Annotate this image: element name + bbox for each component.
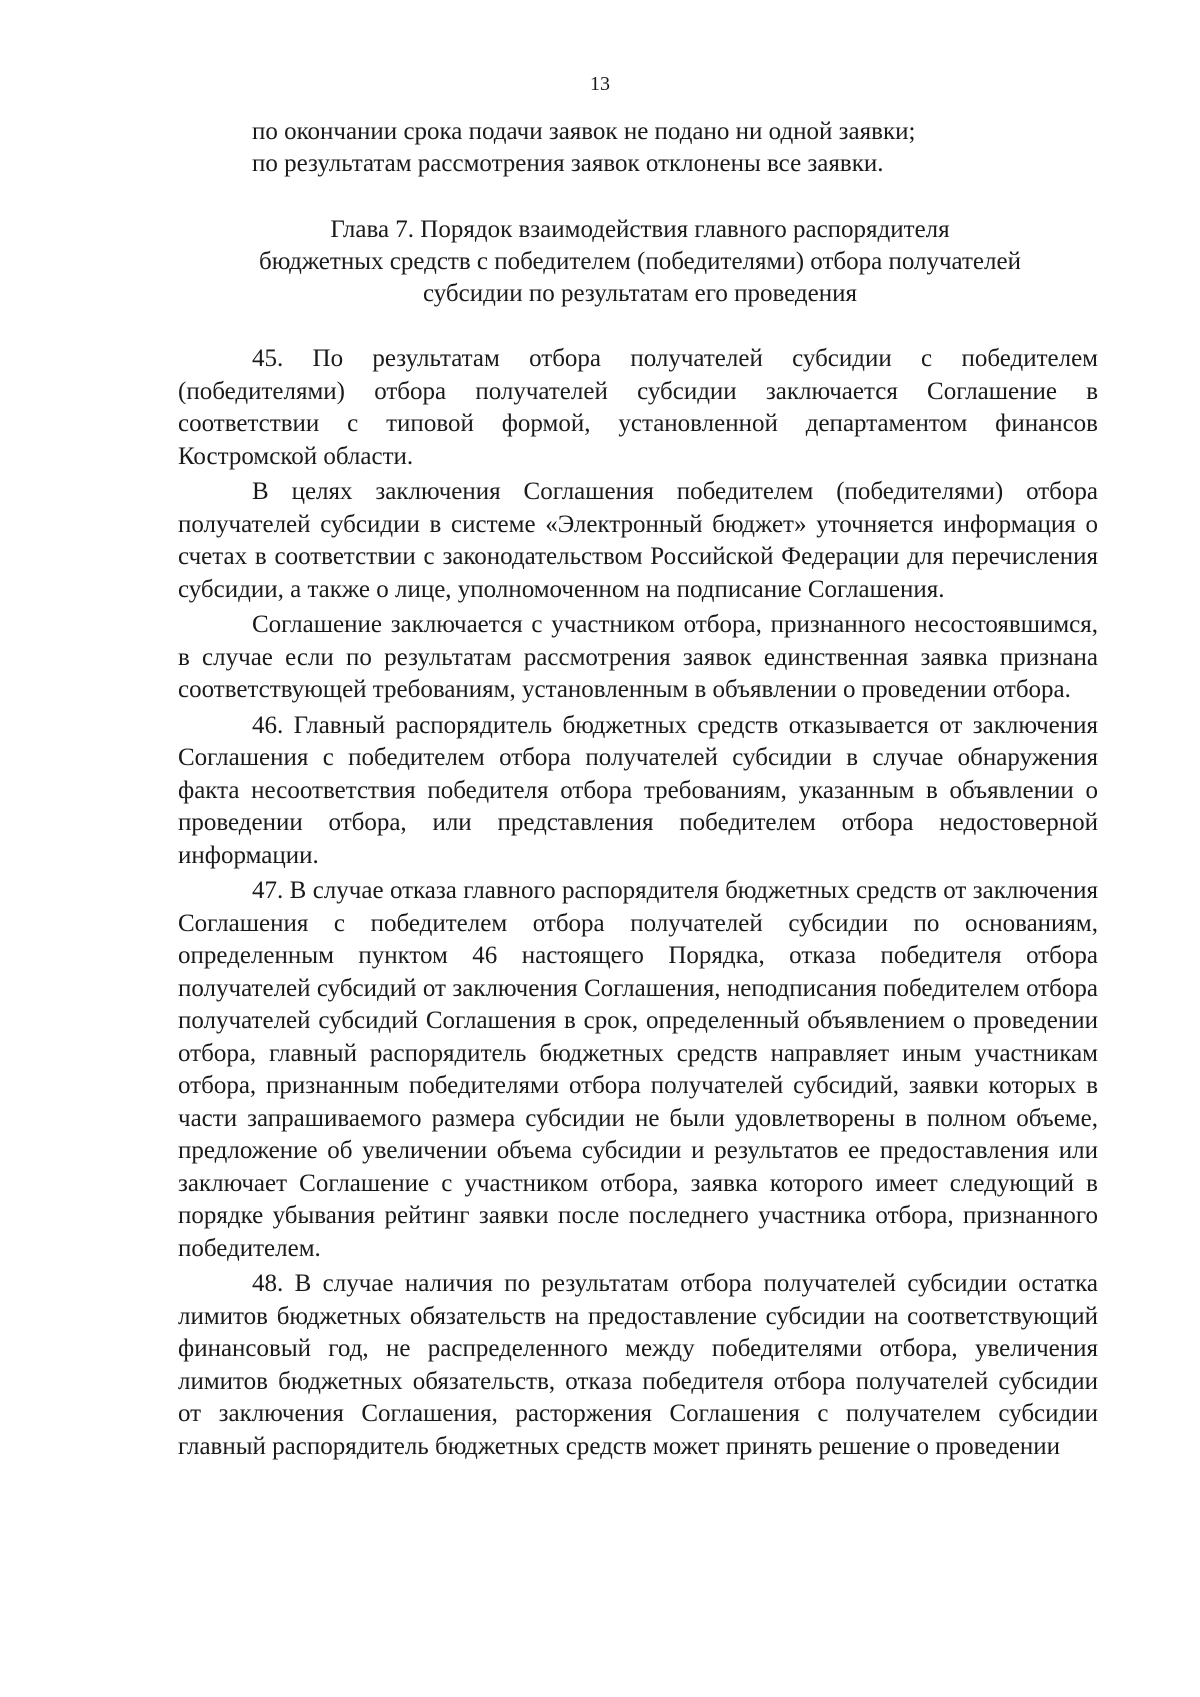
intro-line-2: по результатам рассмотрения заявок отклонены все заявки.	[252, 150, 884, 177]
chapter-heading-line-3: субсидии по результатам его проведения	[423, 280, 857, 307]
paragraph-47: 47. В случае отказа главного распорядителя бюджетных средств от заключения Соглашения с победителем отбора получателей субсидии по основаниям, определенным пунктом 46 настоящего Порядка, отказа победителя отбора получателей субсидий от заключения Соглашения, неподписания победителем отбора получателей субсидий Соглашения в срок, определенный объявлением о проведении отбора, главный распорядитель бюджетных средств направляет иным участникам отбора, признанным победителями отбора получателей субсидий, заявки которых в части запрашиваемого размера субсидии не были удовлетворены в полном объеме, предложение об увеличении объема субсидии и результатов ее предоставления или заключает Соглашение с участником отбора, заявка которого имеет следующий в порядке убывания рейтинг заявки после последнего участника отбора, признанного победителем.	[178, 877, 1098, 1262]
paragraph-46: 46. Главный распорядитель бюджетных средств отказывается от заключения Соглашения с победителем отбора получателей субсидии в случае обнаружения факта несоответствия победителя отбора требованиям, указанным в объявлении о проведении отбора, или представления победителем отбора недостоверной информации.	[178, 711, 1098, 869]
paragraph-agreement-purpose: В целях заключения Соглашения победителем (победителями) отбора получателей субсидии в системе «Электронный бюджет» уточняется информация о счетах в соответствии с законодательством Российской Федерации для перечисления субсидии, а также о лице, уполномоченном на подписание Соглашения.	[178, 478, 1098, 603]
chapter-heading-line-2: бюджетных средств с победителем (победителями) отбора получателей	[259, 248, 1021, 275]
intro-line-1: по окончании срока подачи заявок не подано ни одной заявки;	[252, 118, 916, 145]
paragraph-single-participant: Соглашение заключается с участником отбора, признанного несостоявшимся, в случае если по результатам рассмотрения заявок единственная заявка признана соответствующей требованиям, установленным в объявлении о проведении отбора.	[178, 611, 1098, 703]
paragraph-45: 45. По результатам отбора получателей субсидии с победителем (победителями) отбора получателей субсидии заключается Соглашение в соответствии с типовой формой, установленной департаментом финансов Костромской области.	[178, 345, 1098, 470]
chapter-heading	[180, 214, 1100, 310]
page-number: 13	[590, 73, 610, 95]
document-body	[178, 343, 1098, 1466]
intro-list	[252, 116, 1112, 180]
chapter-heading-line-1: Глава 7. Порядок взаимодействия главного распорядителя	[330, 216, 950, 243]
paragraph-48: 48. В случае наличия по результатам отбора получателей субсидии остатка лимитов бюджетных обязательств на предоставление субсидии на соответствующий финансовый год, не распределенного между победителями отбора, увеличения лимитов бюджетных обязательств, отказа победителя отбора получателей субсидии от заключения Соглашения, расторжения Соглашения с получателем субсидии главный распорядитель бюджетных средств может принять решение о проведении	[178, 1270, 1098, 1460]
